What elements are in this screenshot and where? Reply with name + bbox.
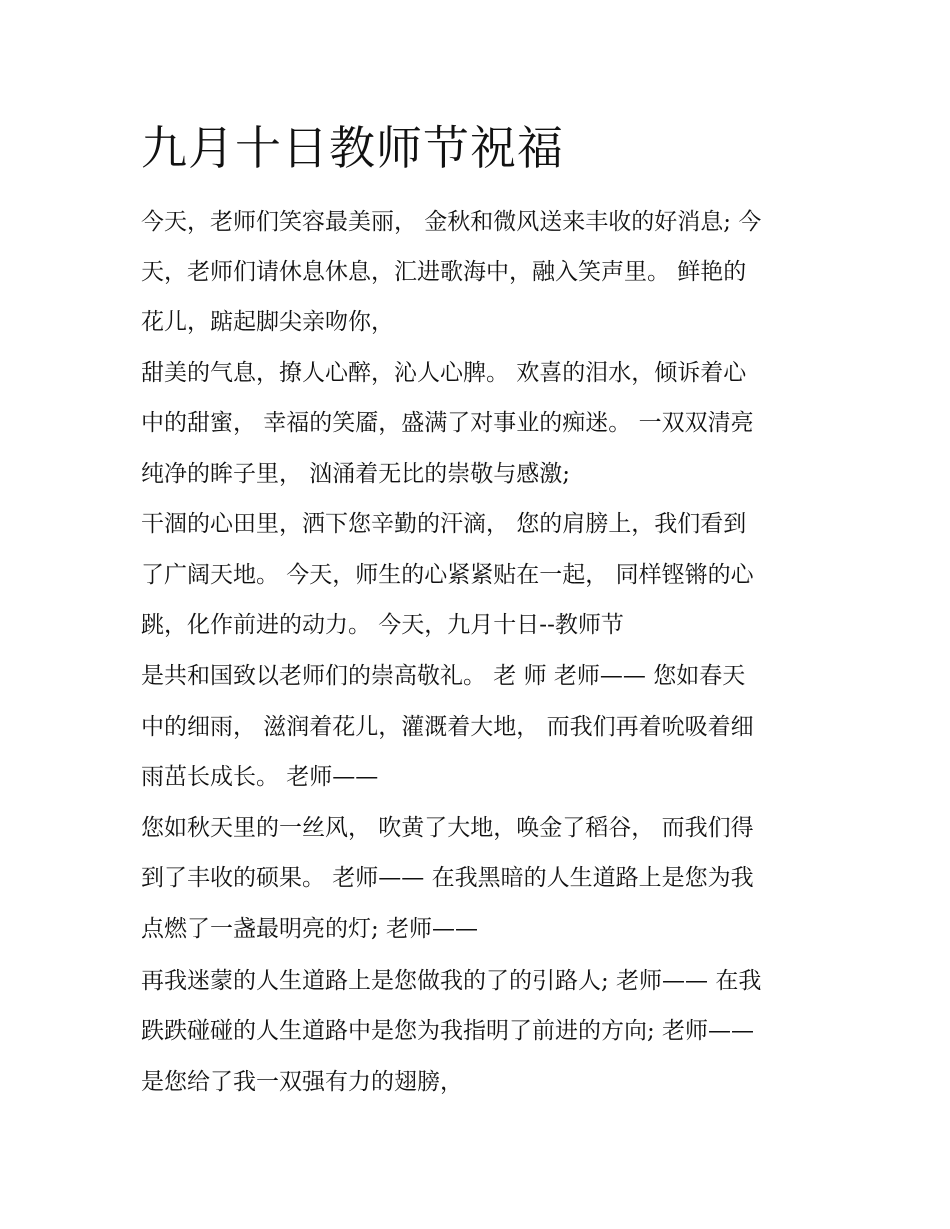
- body-line-7: 干涸的心田里，洒下您辛勤的汗滴， 您的肩膀上，我们看到: [141, 511, 747, 537]
- body-line-10: 是共和国致以老师们的崇高敬礼。 老 师 老师—— 您如春天: [141, 663, 746, 689]
- body-line-2: 天，老师们请休息休息，汇进歌海中，融入笑声里。 鲜艳的: [141, 259, 747, 285]
- document-title: 九月十日教师节祝福: [141, 121, 564, 175]
- body-line-12: 雨茁长成长。 老师——: [141, 764, 379, 790]
- body-line-5: 中的甜蜜， 幸福的笑靥，盛满了对事业的痴迷。 一双双清亮: [141, 410, 754, 436]
- body-line-6: 纯净的眸子里， 汹涌着无比的崇敬与感激;: [141, 461, 571, 487]
- body-line-17: 跌跌碰碰的人生道路中是您为我指明了前进的方向; 老师——: [141, 1018, 755, 1044]
- body-line-15: 点燃了一盏最明亮的灯; 老师——: [141, 916, 479, 942]
- body-line-18: 是您给了我一双强有力的翅膀，: [141, 1069, 463, 1095]
- body-line-13: 您如秋天里的一丝风， 吹黄了大地，唤金了稻谷， 而我们得: [141, 815, 754, 841]
- body-line-11: 中的细雨， 滋润着花儿，灌溉着大地， 而我们再着吮吸着细: [141, 714, 754, 740]
- body-line-1: 今天，老师们笑容最美丽， 金秋和微风送来丰收的好消息; 今: [141, 209, 762, 235]
- body-line-14: 到了丰收的硕果。 老师—— 在我黑暗的人生道路上是您为我: [141, 865, 754, 891]
- body-line-4: 甜美的气息，撩人心醉，沁人心脾。 欢喜的泪水，倾诉着心: [141, 360, 747, 386]
- body-line-3: 花儿，踮起脚尖亲吻你，: [141, 309, 394, 335]
- body-line-9: 跳，化作前进的动力。 今天，九月十日--教师节: [141, 612, 624, 638]
- body-line-16: 再我迷蒙的人生道路上是您做我的了的引路人; 老师—— 在我: [141, 968, 762, 994]
- body-line-8: 了广阔天地。 今天，师生的心紧紧贴在一起， 同样铿锵的心: [141, 562, 754, 588]
